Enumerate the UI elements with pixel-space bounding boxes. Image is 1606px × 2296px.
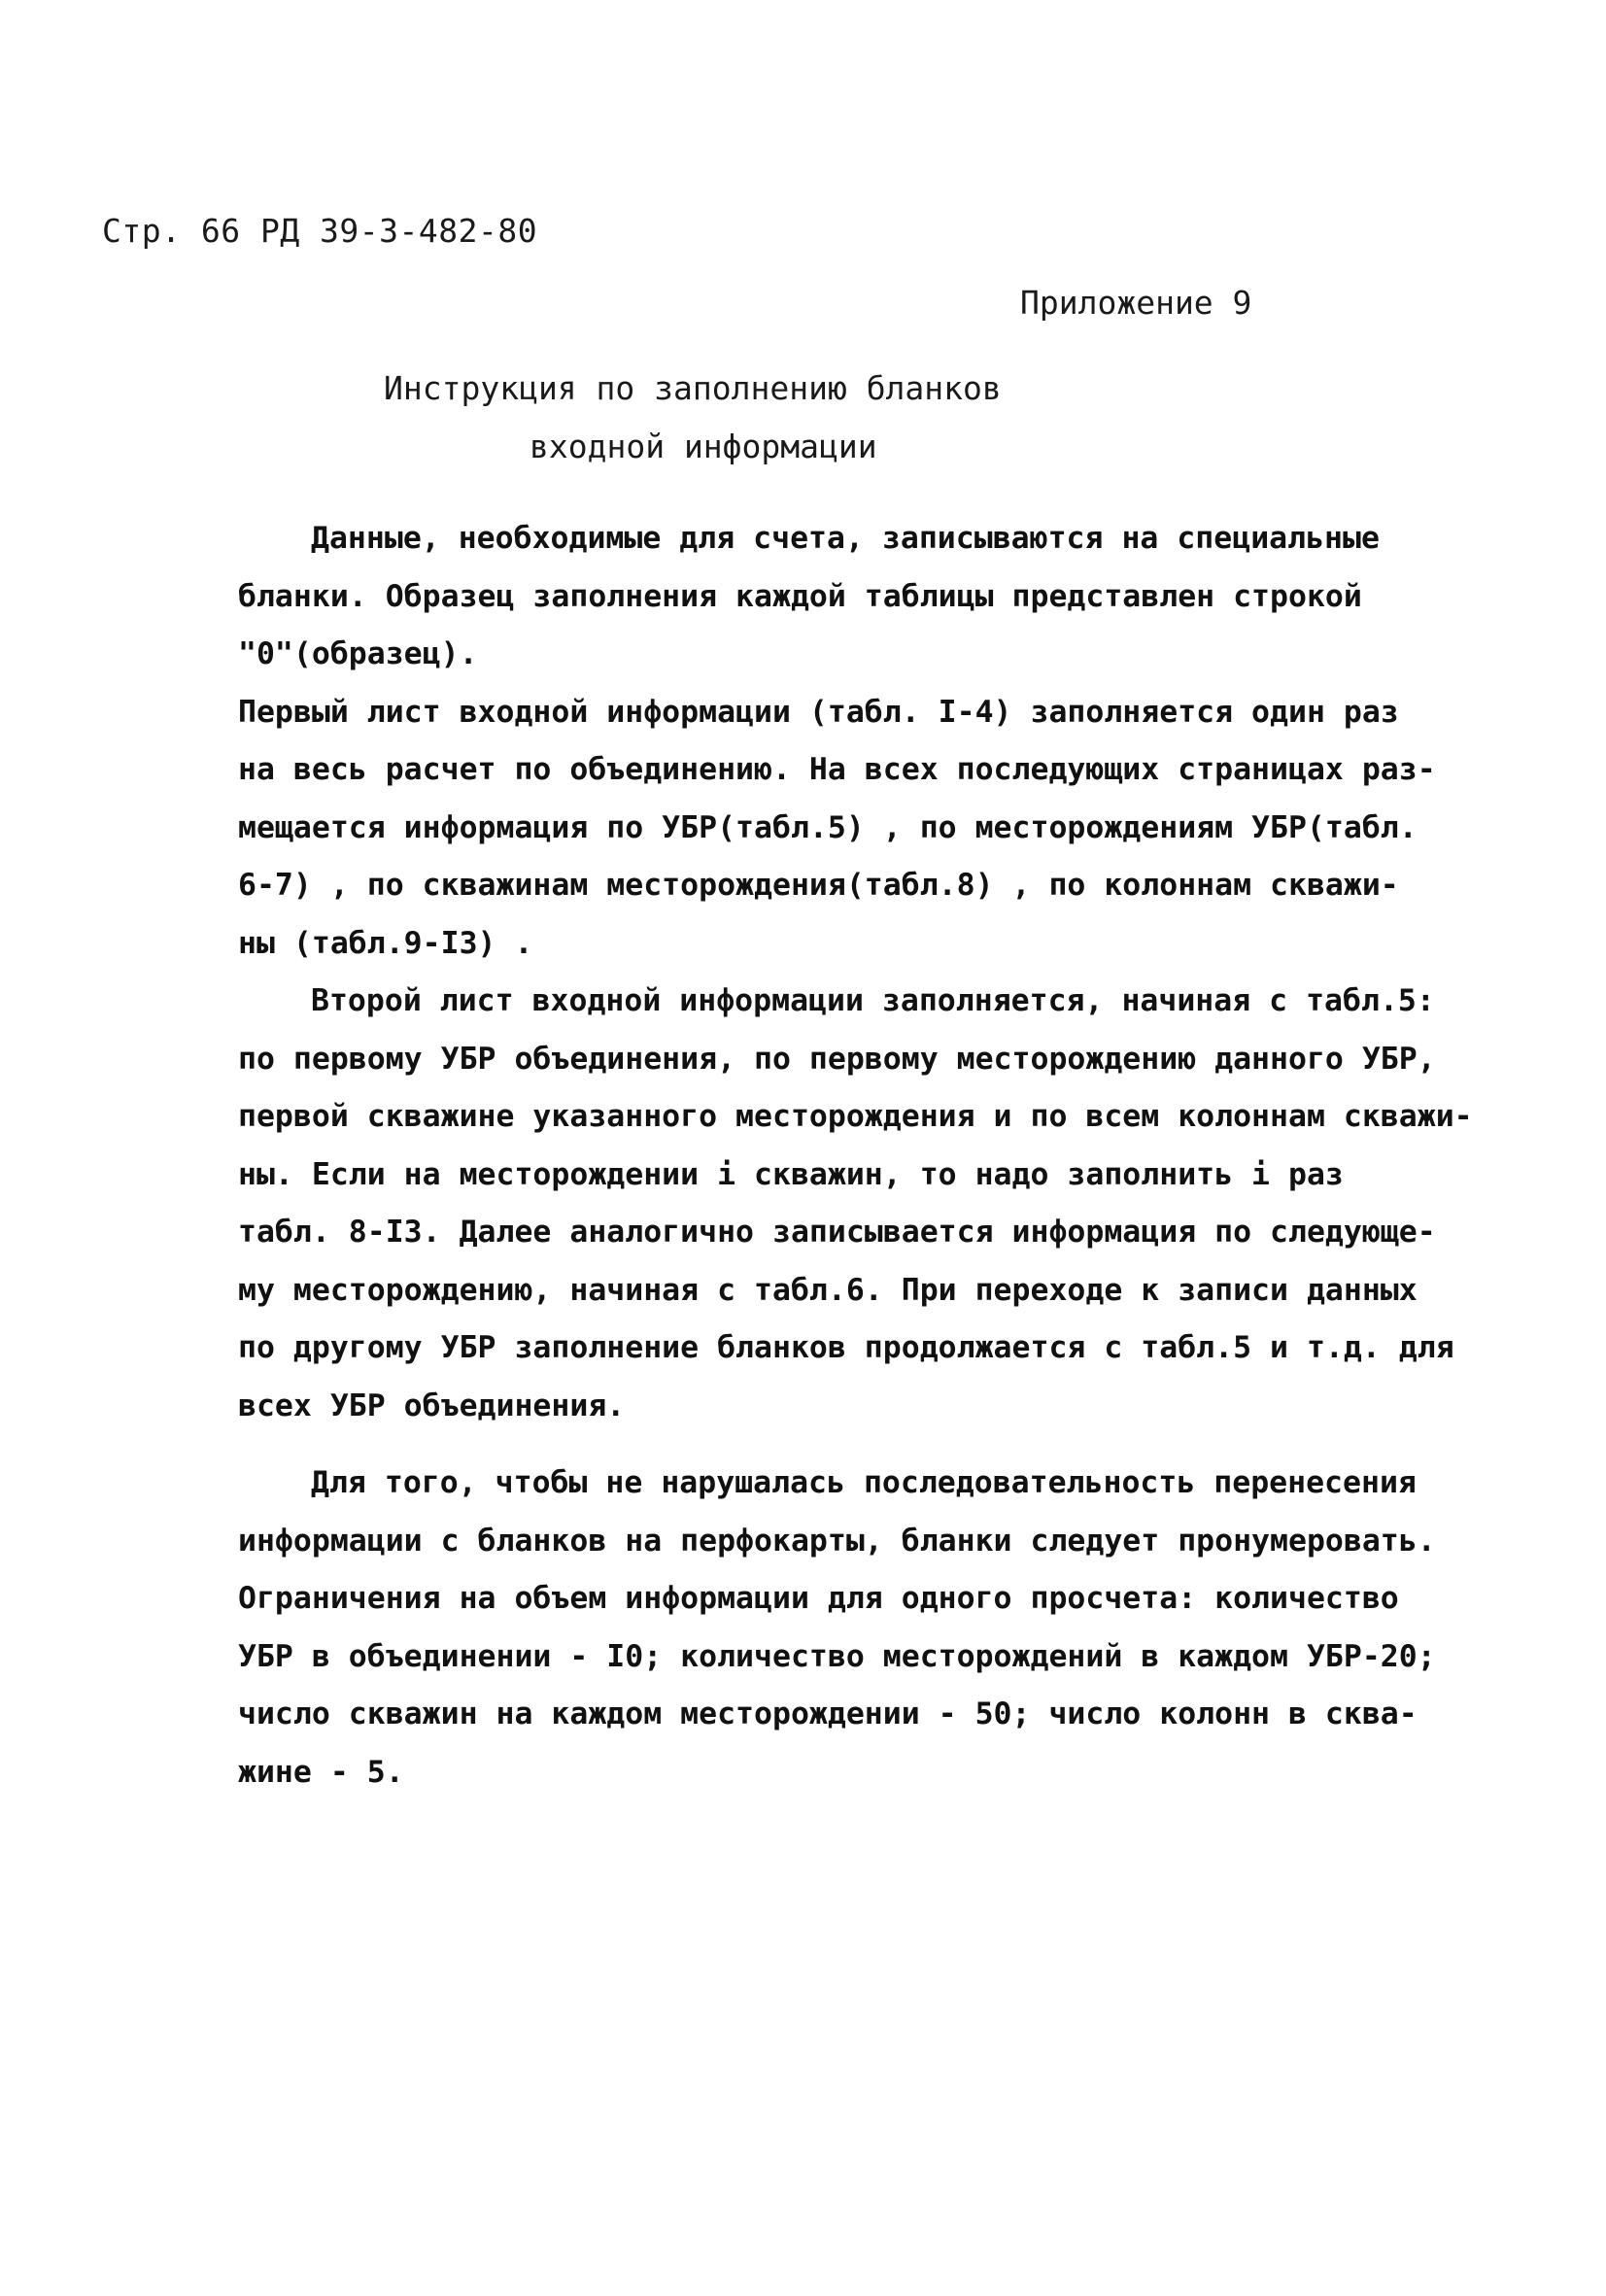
paragraph-line: число скважин на каждом месторождении - 50; число колонн в сква-: [238, 1696, 1418, 1731]
document-title-line-2: входной информации: [530, 428, 877, 465]
paragraph-spacer: [238, 1435, 1404, 1455]
paragraph-2: [238, 684, 1436, 974]
document-title-line-1: Инструкция по заполнению бланков: [384, 369, 1002, 407]
paragraph-line: му месторождению, начиная с табл.6. При переходе к записи данных: [238, 1272, 1418, 1308]
paragraph-line: Второй лист входной информации заполняется, начиная с табл.5:: [311, 983, 1435, 1018]
paragraph-line: Ограничения на объем информации для одного просчета: количество: [238, 1581, 1399, 1616]
page-reference: Стр. 66 РД 39-3-482-80: [102, 212, 538, 250]
paragraph-line: ны (табл.9-I3) .: [238, 925, 533, 961]
paragraph-line: бланки. Образец заполнения каждой таблицы представлен строкой: [238, 578, 1362, 614]
paragraph-line: первой скважине указанного месторождения и по всем колоннам скважи-: [238, 1099, 1473, 1134]
paragraph-line: информации с бланков на перфокарты, бланки следует пронумеровать.: [238, 1523, 1436, 1559]
paragraph-line: всех УБР объединения.: [238, 1388, 626, 1423]
paragraph-line: "0"(образец).: [238, 636, 478, 671]
paragraph-line: Первый лист входной информации (табл. I-4) заполняется один раз: [238, 694, 1399, 730]
paragraph-line: Для того, чтобы не нарушалась последовательность перенесения: [311, 1465, 1417, 1500]
paragraph-line: мещается информация по УБР(табл.5) , по месторождениям УБР(табл.: [238, 809, 1418, 845]
appendix-label: Приложение 9: [1020, 284, 1252, 322]
paragraph-line: УБР в объединении - I0; количество месторождений в каждом УБР-20;: [238, 1638, 1436, 1674]
paragraph-line: жине - 5.: [238, 1754, 404, 1790]
paragraph-line: на весь расчет по объединению. На всех последующих страницах раз-: [238, 752, 1436, 787]
paragraph-line: 6-7) , по скважинам месторождения(табл.8) , по колоннам скважи-: [238, 868, 1399, 903]
paragraph-4: [238, 1455, 1436, 1801]
body-text: [238, 510, 1473, 1801]
paragraph-3: [238, 973, 1473, 1435]
paragraph-line: табл. 8-I3. Далее аналогично записывается информация по следующе-: [238, 1215, 1436, 1250]
paragraph-line: Данные, необходимые для счета, записываются на специальные: [311, 521, 1380, 556]
paragraph-1: [238, 510, 1404, 684]
paragraph-line: по другому УБР заполнение бланков продолжается с табл.5 и т.д. для: [238, 1330, 1454, 1365]
paragraph-line: ны. Если на месторождении i скважин, то надо заполнить i раз: [238, 1156, 1344, 1192]
paragraph-line: по первому УБР объединения, по первому месторождению данного УБР,: [238, 1041, 1436, 1077]
